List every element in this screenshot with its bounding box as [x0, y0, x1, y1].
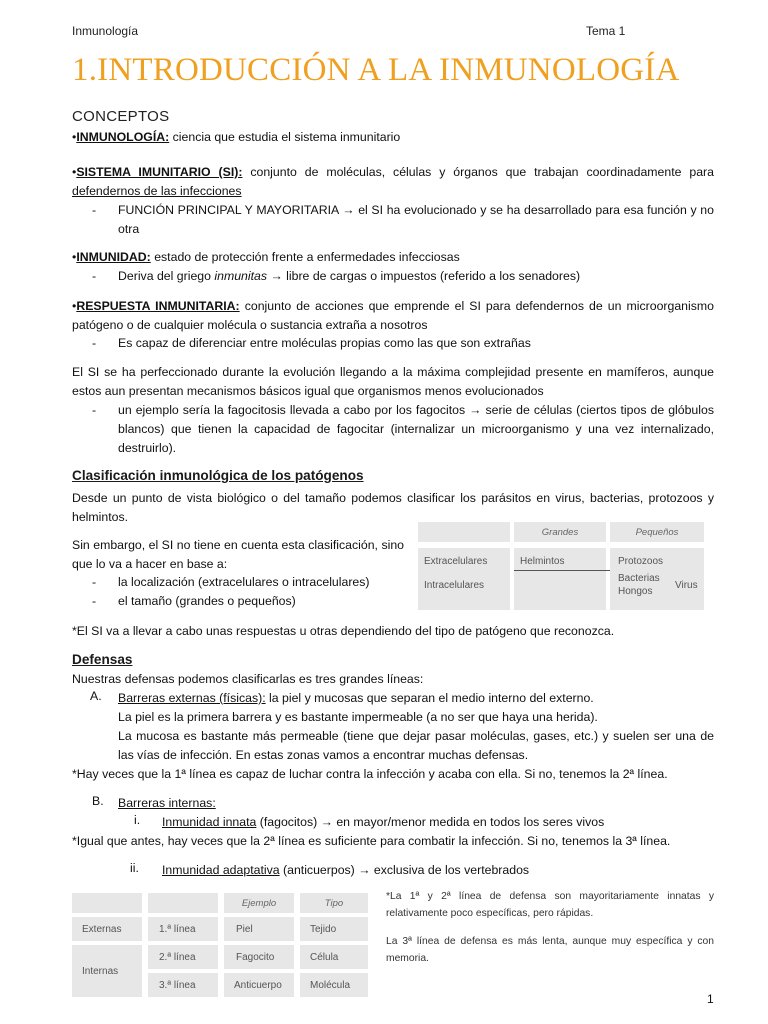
list-item: - el tamaño (grandes o pequeños): [92, 594, 296, 608]
paragraph-respuesta-inmunitaria: •RESPUESTA INMUNITARIA: conjunto de acciones que emprende el SI para defendernos de un microorganismo patógeno o de cualquier molécula o sustancia extraña a nosotros: [72, 299, 714, 332]
list-item: - Es capaz de diferenciar entre moléculas propias como las que son extrañas: [92, 336, 531, 350]
page-title: 1.INTRODUCCIÓN A LA INMUNOLOGÍA: [72, 52, 680, 88]
list-item: - Deriva del griego inmunitas → libre de cargas o impuestos (referido a los senadores): [92, 269, 581, 283]
paragraph-inmunidad: •INMUNIDAD: estado de protección frente a enfermedades infecciosas: [72, 250, 460, 264]
paragraph-sistema-inmunitario: •SISTEMA IMUNITARIO (SI): conjunto de moléculas, células y órganos que trabajan coordinadamente para defendernos de las infecciones: [72, 165, 714, 198]
table-cell-protozoos: Protozoos: [618, 556, 664, 567]
defense-lines-table: [72, 893, 370, 997]
table-header-ejemplo: Ejemplo: [224, 893, 294, 913]
inmunidad-innata: Inmunidad innata (fagocitos) → en mayor/menor medida en todos los seres vivos: [162, 815, 605, 829]
section-conceptos: CONCEPTOS: [72, 108, 170, 125]
list-label-ii: ii.: [130, 861, 139, 875]
list-item: - FUNCIÓN PRINCIPAL Y MAYORITARIA → el SI ha evolucionado y se ha desarrollado para esa función y no otra: [92, 203, 714, 236]
table-cell-externas: Externas: [72, 917, 142, 941]
paragraph-defensas-intro: Nuestras defensas podemos clasificarlas es tres grandes líneas:: [72, 672, 424, 686]
header-topic: Tema 1: [586, 24, 626, 38]
note-respuestas: *El SI va a llevar a cabo unas respuestas u otras dependiendo del tipo de patógeno que reconozca.: [72, 624, 615, 638]
note-primera-linea: *Hay veces que la 1ª línea es capaz de luchar contra la infección y acaba con ella. Si no, tenemos la 2ª línea.: [72, 767, 668, 781]
table-row-extracelulares: Extracelulares: [424, 556, 488, 567]
table-cell-hongos: Hongos: [618, 586, 653, 597]
table-header-pequenos: Pequeños: [610, 522, 704, 542]
table-cell-empty: [418, 522, 510, 542]
table-row-intracelulares: Intracelulares: [424, 580, 485, 591]
table-cell-helmintos: Helmintos: [520, 556, 565, 567]
page-number: 1: [707, 992, 714, 1006]
list-label-i: i.: [134, 813, 141, 827]
paragraph-evolucion: El SI se ha perfeccionado durante la evolución llegando a la máxima complejidad presente en mamíferos, aunque estos aun presentan mecanismos básicos igual que organismos menos evolucionados: [72, 365, 714, 398]
pathogen-classification-table: [418, 522, 704, 610]
note-segunda-linea: *Igual que antes, hay veces que la 2ª línea es suficiente para combatir la infección. Si no, tenemos la 3ª línea.: [72, 834, 671, 848]
table-cell-empty: [148, 893, 218, 913]
barreras-externas: Barreras externas (físicas): la piel y mucosas que separan el medio interno del externo.: [118, 691, 594, 705]
table-cell-celula: Célula: [300, 945, 368, 969]
table-cell-empty: [72, 893, 142, 913]
section-clasificacion-heading: Clasificación inmunológica de los patógenos: [72, 468, 364, 483]
table-cell-bacterias: Bacterias: [618, 573, 660, 584]
list-item: - un ejemplo sería la fagocitosis llevada a cabo por los fagocitos → serie de células (ciertos tipos de glóbulos blancos) que tienen la capacidad de fagocitar (internalizar un microorganismo y una vez internalizado, destruirlo).: [92, 403, 714, 455]
barreras-internas: Barreras internas:: [118, 796, 216, 810]
table-cell-piel: Piel: [224, 917, 294, 941]
inmunidad-adaptativa: Inmunidad adaptativa (anticuerpos) → exclusiva de los vertebrados: [162, 863, 530, 877]
paragraph-clasificacion: Desde un punto de vista biológico o del tamaño podemos clasificar los parásitos en virus, bacterias, protozoos y helmintos.: [72, 491, 714, 524]
paragraph-mucosa: La mucosa es bastante más permeable (tiene que dejar pasar moléculas, gases, etc.) y suelen ser una de las vías de infección. En estas zonas vamos a encontrar muchas defensas.: [118, 729, 714, 762]
side-note-tercera-linea: La 3ª línea de defensa es más lenta, aunque muy específica y con memoria.: [386, 936, 714, 964]
list-label-a: A.: [90, 689, 102, 703]
table-cell-virus: Virus: [675, 580, 698, 591]
paragraph-inmunologia: •INMUNOLOGÍA: ciencia que estudia el sistema inmunitario: [72, 130, 401, 144]
table-header-grandes: Grandes: [514, 522, 606, 542]
table-cell-tejido: Tejido: [300, 917, 368, 941]
list-label-b: B.: [92, 794, 104, 808]
table-header-tipo: Tipo: [300, 893, 368, 913]
section-defensas-heading: Defensas: [72, 652, 133, 667]
table-cell-fagocito: Fagocito: [224, 945, 294, 969]
table-cell-molecula: Molécula: [300, 973, 368, 997]
list-item: - la localización (extracelulares o intracelulares): [92, 575, 370, 589]
table-cell-linea-1: 1.ª línea: [148, 917, 218, 941]
table-cell-linea-3: 3.ª línea: [148, 973, 218, 997]
table-cell-internas: Internas: [72, 945, 142, 997]
paragraph-piel: La piel es la primera barrera y es bastante impermeable (a no ser que haya una herida).: [118, 710, 598, 724]
table-cell-linea-2: 2.ª línea: [148, 945, 218, 969]
paragraph-clasificacion-si: Sin embargo, el SI no tiene en cuenta esta clasificación, sino que lo va a hacer en base a:: [72, 538, 404, 571]
side-note-innatas: *La 1ª y 2ª línea de defensa son mayoritariamente innatas y relativamente poco específicas, pero rápidas.: [386, 891, 714, 919]
header-subject: Inmunología: [72, 24, 139, 38]
table-cell-anticuerpo: Anticuerpo: [224, 973, 294, 997]
